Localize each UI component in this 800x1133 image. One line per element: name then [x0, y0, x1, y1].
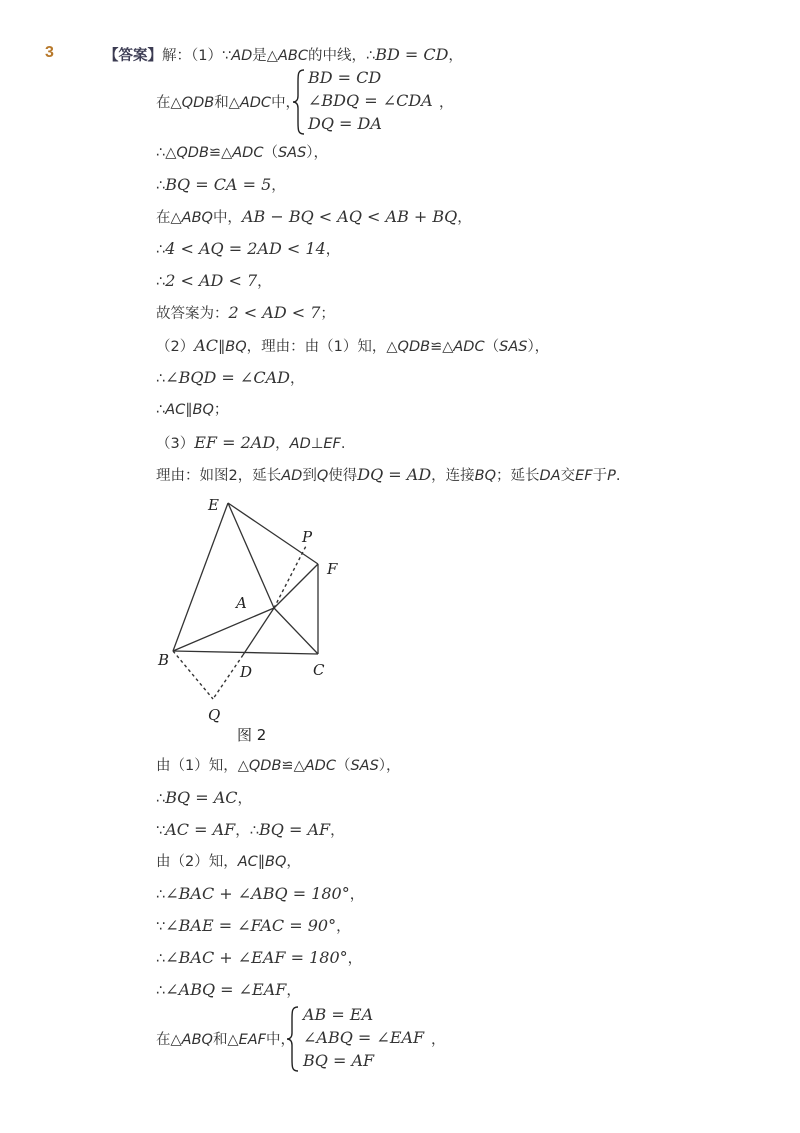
- solution-line-10: ∴∠BQD = ∠CAD，: [156, 368, 305, 387]
- solution-line-19: ∵∠BAE = ∠FAC = 90°，: [156, 916, 351, 935]
- segment-BA: [173, 608, 274, 651]
- solution-line-20: ∴∠BAC + ∠EAF = 180°，: [156, 948, 363, 967]
- solution-line-1: 【答案】解：（1）∵AD是△ABC的中线，∴BD = CD，: [104, 45, 463, 64]
- solution-line-18: ∴∠BAC + ∠ABQ = 180°，: [156, 884, 365, 903]
- left-brace-icon: [292, 68, 306, 136]
- solution-line-6: ∴4 < AQ = 2AD < 14，: [156, 239, 341, 258]
- left-brace-icon: [286, 1005, 300, 1073]
- segment-BQ-dashed: [173, 651, 213, 699]
- figure-caption: 图 2: [237, 726, 267, 744]
- system-2-row-3: BQ = AF: [303, 1051, 375, 1070]
- solution-line-17: 由（2）知，AC∥BQ，: [156, 854, 301, 870]
- system-1-label: 在△QDB和△ADC中，: [156, 95, 301, 111]
- solution-line-14: 由（1）知，△QDB≌△ADC（SAS），: [156, 758, 401, 774]
- segment-AP-dashed: [274, 546, 306, 608]
- solution-line-8: 故答案为：2 < AD < 7；: [156, 303, 335, 322]
- solution-line-15: ∴BQ = AC，: [156, 788, 252, 807]
- solution-line-21: ∴∠ABQ = ∠EAF，: [156, 980, 301, 999]
- solution-line-3: ∴△QDB≌△ADC（SAS），: [156, 145, 329, 161]
- solution-line-5: 在△ABQ中，AB − BQ < AQ < AB + BQ，: [156, 207, 472, 226]
- equation-system-1: 在△QDB和△ADC中， BD = CD ∠BDQ = ∠CDA DQ = DA ，: [156, 68, 476, 138]
- label-E: E: [208, 496, 219, 514]
- label-A: A: [236, 594, 247, 612]
- solution-line-13: 理由：如图2，延长AD到Q使得DQ = AD，连接BQ；延长DA交EF于P.: [156, 465, 621, 484]
- system-1-row-3: DQ = DA: [308, 114, 382, 133]
- solution-line-16: ∵AC = AF，∴BQ = AF，: [156, 820, 345, 839]
- label-D: D: [240, 663, 253, 681]
- label-B: B: [158, 651, 170, 669]
- solution-line-9: （2）AC∥BQ，理由：由（1）知，△QDB≌△ADC（SAS），: [156, 336, 550, 355]
- segment-EB: [173, 503, 228, 651]
- segment-DQ-dashed: [213, 655, 243, 699]
- solution-line-12: （3）EF = 2AD，AD⊥EF.: [156, 433, 346, 452]
- system-2-row-2: ∠ABQ = ∠EAF: [303, 1028, 425, 1047]
- system-1-row-1: BD = CD: [308, 68, 382, 87]
- label-F: F: [327, 560, 338, 578]
- label-P: P: [302, 528, 313, 546]
- answer-tag: 【答案】: [104, 48, 162, 64]
- geometry-figure-2: [150, 490, 360, 726]
- system-1-row-2: ∠BDQ = ∠CDA: [308, 91, 433, 110]
- segment-AC: [274, 608, 318, 654]
- system-2-label: 在△ABQ和△EAF中，: [156, 1032, 296, 1048]
- question-number: 3: [45, 44, 54, 61]
- system-2-row-1: AB = EA: [303, 1005, 374, 1024]
- segment-AF: [274, 564, 318, 608]
- label-Q: Q: [208, 706, 221, 724]
- solution-line-11: ∴AC∥BQ；: [156, 402, 229, 418]
- equation-system-2: 在△ABQ和△EAF中， AB = EA ∠ABQ = ∠EAF BQ = AF ，: [156, 1005, 476, 1075]
- label-C: C: [313, 661, 325, 679]
- solution-line-7: ∴2 < AD < 7，: [156, 271, 272, 290]
- solution-line-4: ∴BQ = CA = 5，: [156, 175, 286, 194]
